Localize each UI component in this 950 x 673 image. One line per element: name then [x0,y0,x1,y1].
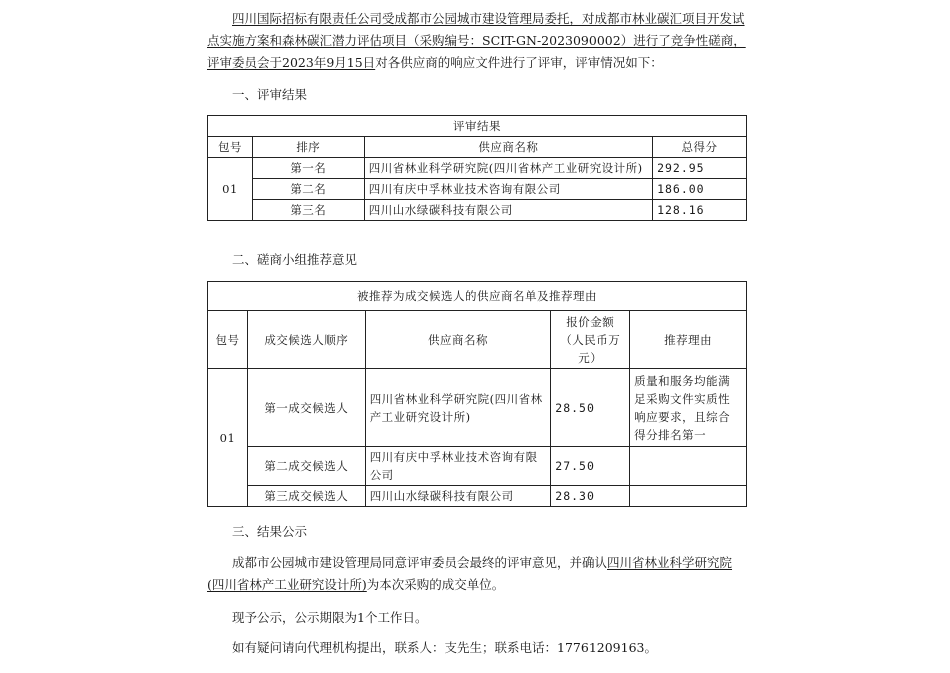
rank-cell: 第一名 [252,158,364,179]
header-rank: 排序 [252,137,364,158]
supplier-cell: 四川省林业科学研究院(四川省林产工业研究设计所) [364,158,652,179]
order-cell: 第二成交候选人 [247,447,365,486]
section3-heading: 三、结果公示 [232,524,308,539]
order-cell: 第三成交候选人 [247,486,365,507]
reason-cell [630,486,747,507]
header-reason: 推荐理由 [630,311,747,369]
table-row [208,369,747,447]
table-row [208,200,747,221]
winner-name: 四川省林业科学研究院(四川省林产工业研究设计所) [207,555,733,592]
header-package: 包号 [208,311,248,369]
price-cell: 27.50 [551,447,630,486]
header-score: 总得分 [653,137,747,158]
rank-cell: 第二名 [252,179,364,200]
section2-heading: 二、磋商小组推荐意见 [232,252,358,267]
package-number: 01 [208,158,253,221]
header-package: 包号 [208,137,253,158]
price-cell: 28.50 [551,369,630,447]
rank-cell: 第三名 [252,200,364,221]
recommendation-table [207,281,747,507]
header-order: 成交候选人顺序 [247,311,365,369]
score-cell: 292.95 [653,158,747,179]
score-cell: 186.00 [653,179,747,200]
result-paragraph [207,552,747,596]
header-supplier: 供应商名称 [365,311,551,369]
table-row [208,158,747,179]
price-cell: 28.30 [551,486,630,507]
intro-paragraph [207,8,747,74]
table-row [208,179,747,200]
supplier-cell: 四川有庆中孚林业技术咨询有限公司 [365,447,551,486]
publicity-period: 现予公示，公示期限为1个工作日。 [232,610,428,625]
recommendation-table-title: 被推荐为成交候选人的供应商名单及推荐理由 [208,282,747,311]
table-row [208,447,747,486]
evaluation-date: 2023年9月15日 [282,55,376,70]
header-price: 报价金额（人民币万元） [551,311,630,369]
supplier-cell: 四川有庆中孚林业技术咨询有限公司 [364,179,652,200]
reason-cell: 质量和服务均能满足采购文件实质性响应要求，且综合得分排名第一 [630,369,747,447]
intro-text-after: 对各供应商的响应文件进行了评审，评审情况如下： [375,55,663,70]
score-cell: 128.16 [653,200,747,221]
results-table-title: 评审结果 [208,116,747,137]
result-text-after: 为本次采购的成交单位。 [366,577,505,592]
table-row [208,486,747,507]
reason-cell [630,447,747,486]
section1-heading: 一、评审结果 [232,87,308,102]
supplier-cell: 四川省林业科学研究院(四川省林产工业研究设计所) [365,369,551,447]
supplier-cell: 四川山水绿碳科技有限公司 [365,486,551,507]
package-number: 01 [208,369,248,507]
result-text-before: 成都市公园城市建设管理局同意评审委员会最终的评审意见，并确认 [232,555,608,570]
contact-info: 如有疑问请向代理机构提出，联系人：支先生；联系电话：17761209163。 [232,640,657,655]
evaluation-results-table [207,115,747,221]
supplier-cell: 四川山水绿碳科技有限公司 [364,200,652,221]
order-cell: 第一成交候选人 [247,369,365,447]
header-supplier: 供应商名称 [364,137,652,158]
intro-text-before: 四川国际招标有限责任公司受成都市公园城市建设管理局委托，对成都市林业碳汇项目开发试点实施方案和森林碳汇潜力评估项目（采购编号：SCIT-GN-2023090002）进行了竞争性磋商，评审委员会于 [207,11,746,70]
